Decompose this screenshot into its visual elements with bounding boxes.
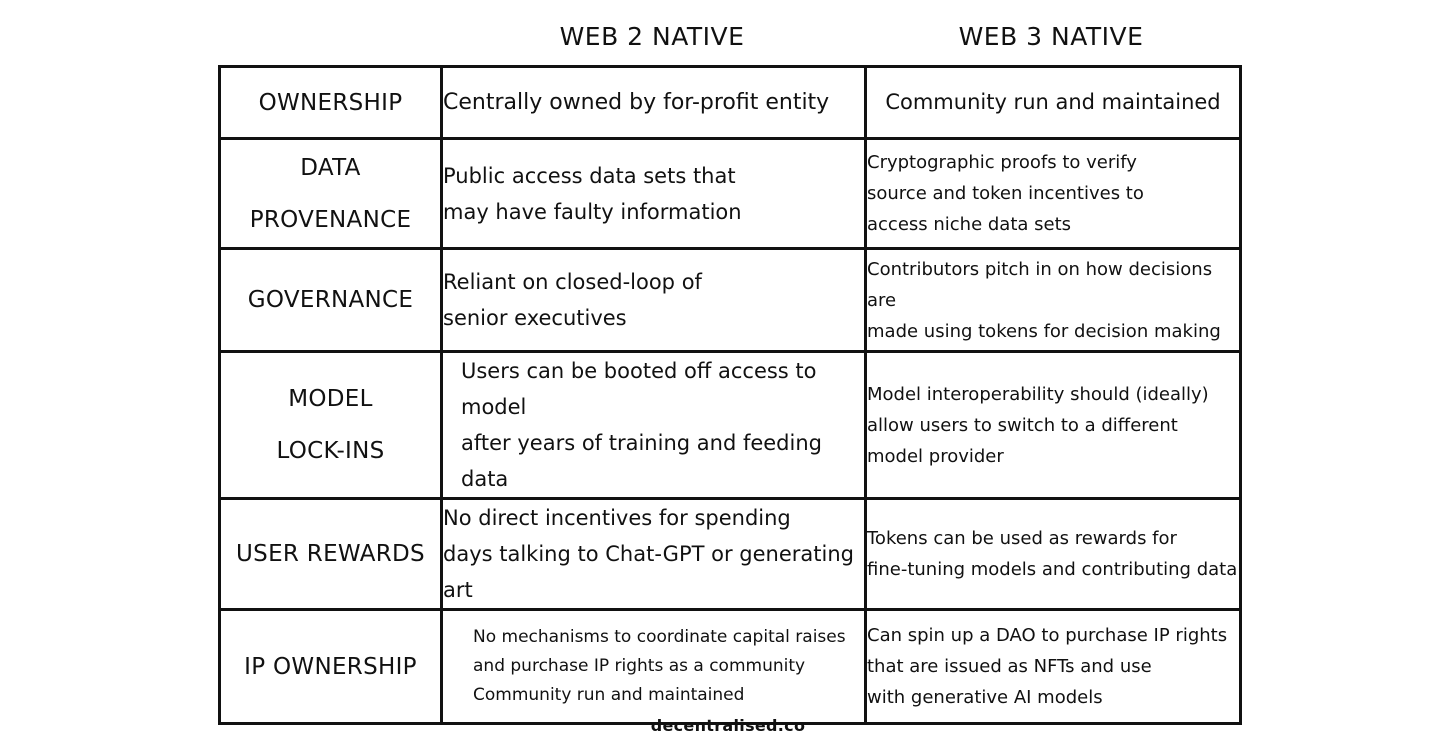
web2-cell-ownership: Centrally owned by for-profit entity — [442, 67, 866, 139]
table-row — [220, 499, 1241, 610]
web3-cell-ip-ownership: Can spin up a DAO to purchase IP rights that are issued as NFTs and use with generative AI models — [866, 610, 1241, 724]
table-row — [220, 67, 1241, 139]
web3-cell-ownership: Community run and maintained — [866, 67, 1241, 139]
web2-cell-data-provenance: Public access data sets that may have faulty information — [442, 139, 866, 249]
table-row — [220, 249, 1241, 352]
table-row — [220, 610, 1241, 724]
row-label-ownership: OWNERSHIP — [220, 67, 442, 139]
table-row — [220, 352, 1241, 499]
row-label-data-provenance: DATA PROVENANCE — [220, 139, 442, 249]
row-label-ip-ownership: IP OWNERSHIP — [220, 610, 442, 724]
web2-cell-user-rewards: No direct incentives for spending days talking to Chat-GPT or generating art — [442, 499, 866, 610]
web3-cell-model-lock-ins: Model interoperability should (ideally) allow users to switch to a different model provider — [866, 352, 1241, 499]
row-label-governance: GOVERNANCE — [220, 249, 442, 352]
web3-cell-governance: Contributors pitch in on how decisions are made using tokens for decision making — [866, 249, 1241, 352]
web2-cell-ip-ownership: No mechanisms to coordinate capital raises and purchase IP rights as a community Community run and maintained — [442, 610, 866, 724]
web2-cell-model-lock-ins: Users can be booted off access to model after years of training and feeding data — [442, 352, 866, 499]
row-label-user-rewards: USER REWARDS — [220, 499, 442, 610]
web2-cell-governance: Reliant on closed-loop of senior executives — [442, 249, 866, 352]
web3-cell-data-provenance: Cryptographic proofs to verify source and token incentives to access niche data sets — [866, 139, 1241, 249]
comparison-table — [218, 65, 1242, 725]
web3-cell-user-rewards: Tokens can be used as rewards for fine-tuning models and contributing data — [866, 499, 1241, 610]
table-row — [220, 139, 1241, 249]
column-header-web2: WEB 2 NATIVE — [559, 22, 745, 51]
row-label-model-lock-ins: MODEL LOCK-INS — [220, 352, 442, 499]
column-header-web3: WEB 3 NATIVE — [958, 22, 1144, 51]
footer-source: decentralised.co — [650, 716, 806, 735]
